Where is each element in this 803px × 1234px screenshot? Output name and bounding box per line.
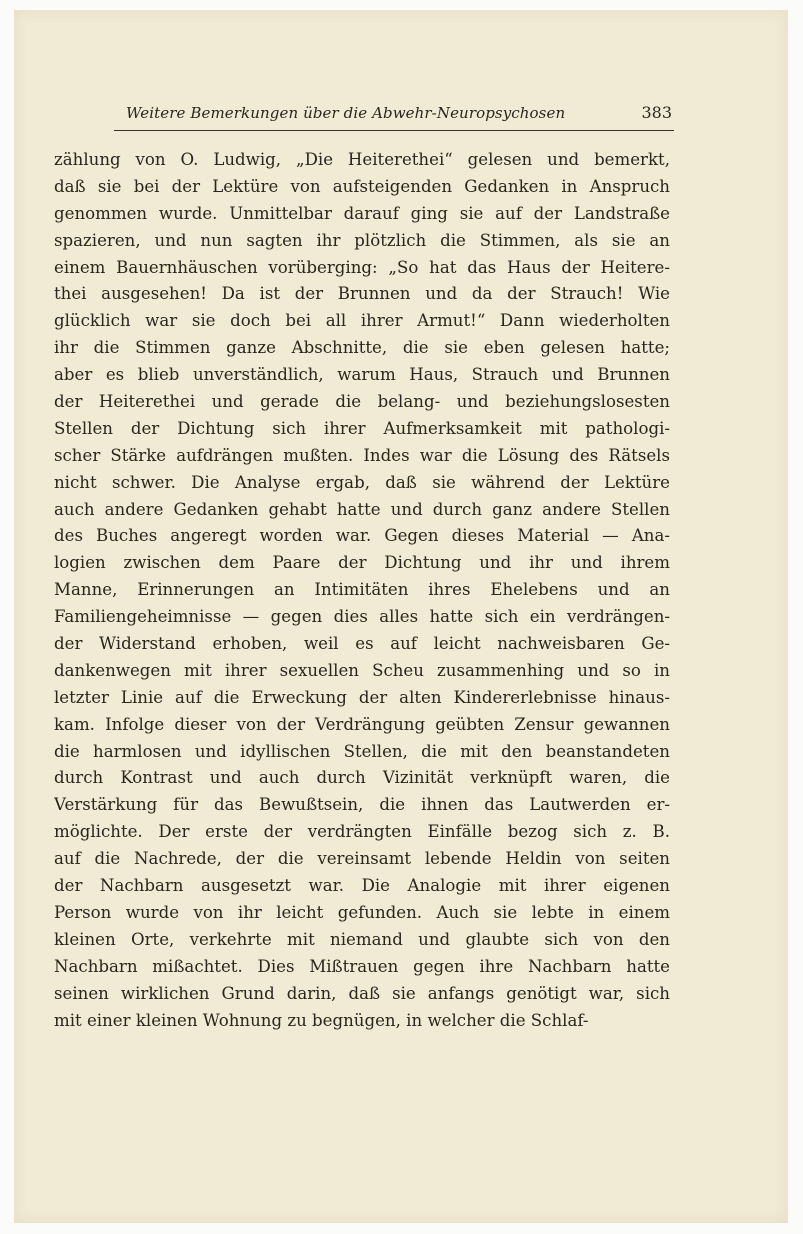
text-line: die harmlosen und idyllischen Stellen, die mit den beanstandeten: [54, 741, 670, 761]
text-line: Stellen der Dichtung sich ihrer Aufmerksamkeit mit pathologi-: [54, 418, 670, 438]
text-line: letzter Linie auf die Erweckung der alten Kindererlebnisse hinaus-: [54, 687, 670, 707]
text-line: des Buches angeregt worden war. Gegen dieses Material — Ana-: [54, 526, 670, 546]
text-line: glücklich war sie doch bei all ihrer Armut!“ Dann wiederholten: [54, 311, 670, 331]
text-line: Nachbarn mißachtet. Dies Mißtrauen gegen ihre Nachbarn hatte: [54, 956, 670, 976]
text-line: einem Bauernhäuschen vorüberging: „So hat das Haus der Heitere-: [54, 257, 670, 277]
text-line: kleinen Orte, verkehrte mit niemand und glaubte sich von den: [54, 929, 670, 949]
text-line: Manne, Erinnerungen an Intimitäten ihres Ehelebens und an: [54, 580, 670, 600]
book-page: [14, 10, 788, 1223]
page-header: [114, 102, 674, 131]
text-line: ihr die Stimmen ganze Abschnitte, die sie eben gelesen hatte;: [54, 338, 670, 358]
text-line: mit einer kleinen Wohnung zu begnügen, in welcher die Schlaf-: [54, 1010, 589, 1030]
text-line: dankenwegen mit ihrer sexuellen Scheu zusammenhing und so in: [54, 660, 670, 680]
text-line: zählung von O. Ludwig, „Die Heiterethei“ gelesen und bemerkt,: [54, 150, 670, 169]
text-line: thei ausgesehen! Da ist der Brunnen und da der Strauch! Wie: [54, 284, 670, 304]
text-line: möglichte. Der erste der verdrängten Einfälle bezog sich z. B.: [54, 822, 670, 842]
text-line: auf die Nachrede, der die vereinsamt lebende Heldin von seiten: [54, 849, 670, 869]
text-line: spazieren, und nun sagten ihr plötzlich die Stimmen, als sie an: [54, 230, 670, 250]
page-number: 383: [641, 103, 672, 122]
text-line: aber es blieb unverständlich, warum Haus, Strauch und Brunnen: [54, 365, 670, 385]
text-line: der Nachbarn ausgesetzt war. Die Analogie mit ihrer eigenen: [54, 876, 670, 896]
text-line: logien zwischen dem Paare der Dichtung und ihr und ihrem: [54, 553, 670, 573]
text-line: Person wurde von ihr leicht gefunden. Auch sie lebte in einem: [54, 902, 670, 922]
text-line: der Heiterethei und gerade die belang- und beziehungslosesten: [54, 392, 670, 412]
text-line: Verstärkung für das Bewußtsein, die ihnen das Lautwerden er-: [54, 795, 670, 815]
text-line: genommen wurde. Unmittelbar darauf ging sie auf der Landstraße: [54, 203, 670, 223]
text-line: daß sie bei der Lektüre von aufsteigenden Gedanken in Anspruch: [54, 176, 670, 196]
text-line: auch andere Gedanken gehabt hatte und durch ganz andere Stellen: [54, 499, 670, 519]
running-title: Weitere Bemerkungen über die Abwehr-Neuropsychosen: [126, 104, 566, 122]
body-text: [54, 147, 670, 1034]
text-line: der Widerstand erhoben, weil es auf leicht nachweisbaren Ge-: [54, 634, 670, 654]
text-line: scher Stärke aufdrängen mußten. Indes war die Lösung des Rätsels: [54, 445, 670, 465]
text-line: Familiengeheimnisse — gegen dies alles hatte sich ein verdrängen-: [54, 607, 670, 627]
text-line: seinen wirklichen Grund darin, daß sie anfangs genötigt war, sich: [54, 983, 670, 1003]
text-line: nicht schwer. Die Analyse ergab, daß sie während der Lektüre: [54, 472, 670, 492]
text-line: kam. Infolge dieser von der Verdrängung geübten Zensur gewannen: [54, 714, 670, 734]
text-line: durch Kontrast und auch durch Vizinität verknüpft waren, die: [54, 768, 670, 788]
